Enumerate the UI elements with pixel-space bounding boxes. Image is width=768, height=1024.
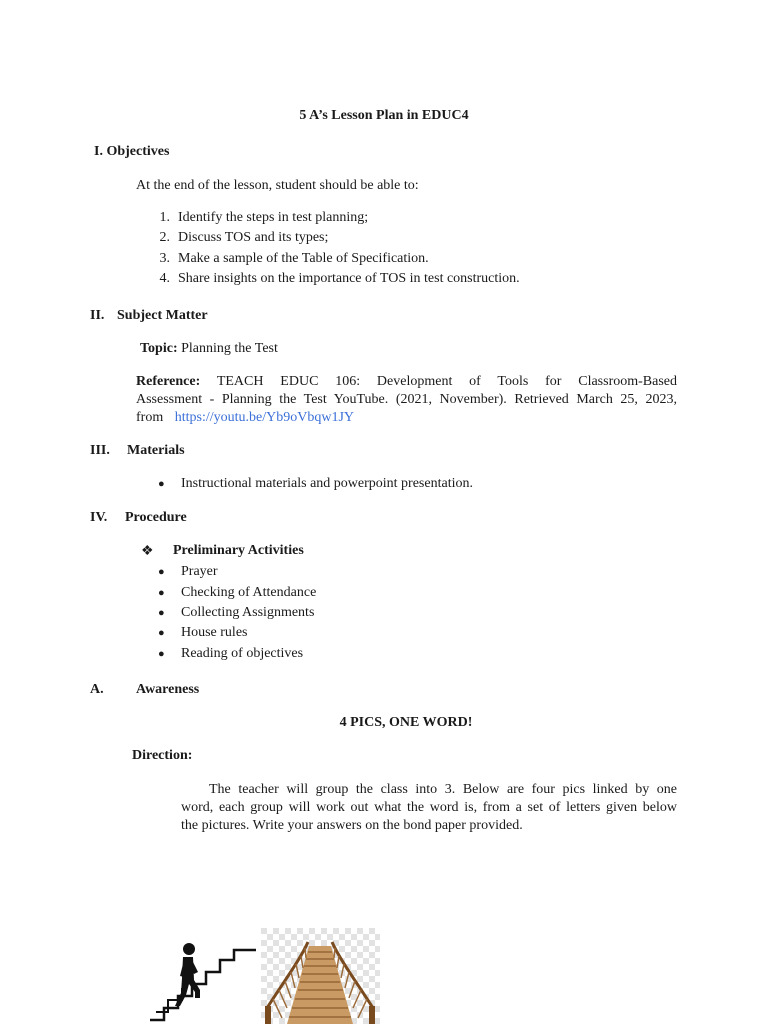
activity-item: Reading of objectives: [181, 646, 304, 661]
objective-item-2: [150, 230, 328, 246]
bullet-icon: ●: [158, 587, 165, 599]
objective-text: Identify the steps in test planning;: [178, 210, 369, 225]
awareness-letter: A.: [90, 682, 104, 697]
objective-item-3: [150, 251, 429, 267]
procedure-heading: Procedure: [125, 510, 187, 525]
reference-line-3: [136, 410, 354, 426]
activity-item: House rules: [181, 625, 248, 640]
wooden-staircase-icon: [261, 928, 380, 1024]
objectives-heading: I. Objectives: [94, 144, 170, 159]
materials-item: Instructional materials and powerpoint presentation.: [181, 476, 473, 491]
materials-numeral: III.: [90, 443, 110, 458]
topic-label: Topic:: [140, 341, 178, 356]
preliminary-activities-heading: Preliminary Activities: [173, 543, 304, 558]
page-title: 5 A’s Lesson Plan in EDUC4: [299, 108, 469, 123]
diamond-bullet-icon: ❖: [141, 544, 154, 559]
objective-item-4: [150, 271, 520, 287]
reference-link[interactable]: https://youtu.be/Yb9oVbqw1JY: [174, 410, 354, 425]
subject-matter-heading: Subject Matter: [117, 308, 208, 323]
direction-label: Direction:: [132, 748, 193, 763]
subject-matter-numeral: II.: [90, 308, 105, 323]
person-climbing-stairs-icon: [146, 940, 258, 1024]
direction-line-1: The teacher will group the class into 3. Below are four pics linked by one: [209, 782, 677, 797]
activity-item: Prayer: [181, 564, 218, 579]
bullet-icon: ●: [158, 566, 165, 578]
objectives-intro: At the end of the lesson, student should be able to:: [136, 178, 419, 193]
objective-number: 3.: [159, 251, 170, 266]
objective-number: 2.: [159, 230, 170, 245]
bullet-icon: ●: [158, 607, 165, 619]
materials-heading: Materials: [127, 443, 185, 458]
bullet-icon: ●: [158, 648, 165, 660]
reference-text-1: TEACH EDUC 106: Development of Tools for Classroom-Based: [216, 374, 677, 389]
activity-item: Checking of Attendance: [181, 585, 317, 600]
objective-number: 4.: [159, 271, 170, 286]
bullet-icon: ●: [158, 478, 165, 490]
objective-text: Discuss TOS and its types;: [178, 230, 329, 245]
procedure-numeral: IV.: [90, 510, 108, 525]
bullet-icon: ●: [158, 627, 165, 639]
activity-item: Collecting Assignments: [181, 605, 315, 620]
objective-text: Share insights on the importance of TOS in test construction.: [178, 271, 520, 286]
reference-line-1: [136, 374, 677, 390]
objective-item-1: [150, 210, 368, 226]
objective-text: Make a sample of the Table of Specification.: [178, 251, 429, 266]
direction-line-2: word, each group will work out what the word is, from a set of letters given below: [181, 800, 677, 815]
topic-line: [140, 341, 278, 357]
reference-label: Reference:: [136, 374, 201, 389]
reference-from: from: [136, 410, 164, 425]
reference-line-2: Assessment - Planning the Test YouTube. (2021, November). Retrieved March 25, 2023,: [136, 392, 677, 407]
game-title: 4 PICS, ONE WORD!: [339, 715, 473, 730]
objective-number: 1.: [159, 210, 170, 225]
awareness-heading: Awareness: [136, 682, 200, 697]
topic-value: Planning the Test: [181, 341, 278, 356]
direction-line-3: the pictures. Write your answers on the bond paper provided.: [181, 818, 523, 833]
